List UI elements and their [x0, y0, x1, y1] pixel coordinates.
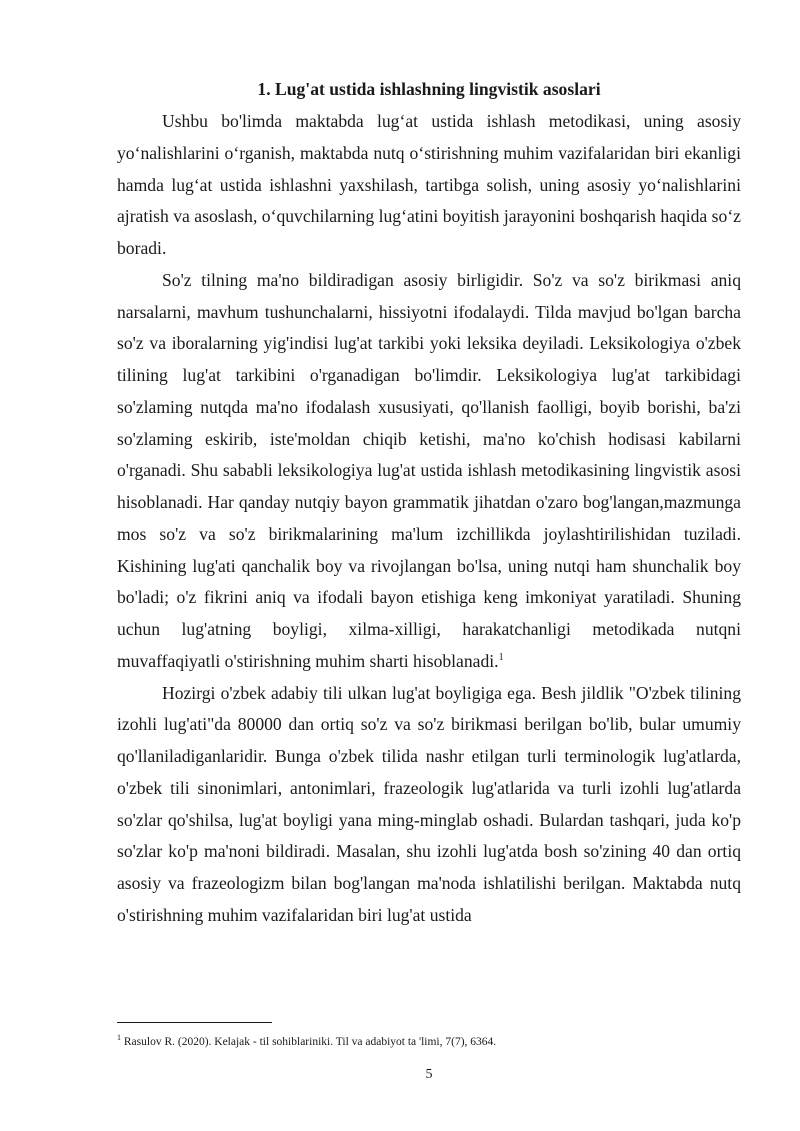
footnote-number: 1 [117, 1033, 121, 1043]
paragraph-1-text: Ushbu bo'limda maktabda lug‘at ustida ishlash metodikasi, uning asosiy yo‘nalishlarini o‘rganish, maktabda nutq o‘stirishning muhim vazifalaridan biri ekanligi hamda lug‘at ustida ishlashni yaxshilash, tartibga solish, uning asosiy yo‘nalishlarini ajratish va asoslash, o‘quvchilarning lug‘atini boyitish jarayonini boshqarish haqida so‘z boradi. [117, 111, 741, 258]
footnote-reference[interactable]: 1 [498, 651, 504, 663]
section-heading: 1. Lug'at ustida ishlashning lingvistik asoslari [257, 79, 601, 99]
paragraph-3-text: Hozirgi o'zbek adabiy tili ulkan lug'at boyligiga ega. Besh jildlik "O'zbek tilining izohli lug'ati"da 80000 dan ortiq so'z va so'z birikmasi berilgan bo'lib, bular umumiy qo'llaniladiganlaridir. Bunga o'zbek tilida nashr etilgan turli terminologik lug'atlarda, o'zbek tili sinonimlari, antonimlari, frazeologik lug'atlarida va turli izohli lug'atlarda so'zlar qo'shilsa, lug'at boyligi yana ming-minglab oshadi. Bulardan tashqari, juda ko'p so'zlar ko'p ma'noni bildiradi. Masalan, shu izohli lug'atda bosh so'zining 40 dan ortiq asosiy va frazeologizm bilan bog'langan ma'noda ishlatilishi berilgan. Maktabda nutq o'stirishning muhim vazifalaridan biri lug'at ustida [117, 682, 741, 925]
paragraph-2 [117, 265, 741, 678]
footnote-text: Rasulov R. (2020). Kelajak - til sohiblariniki. Til va adabiyot ta 'limi, 7(7), 6364. [121, 1036, 497, 1048]
paragraph-3 [117, 678, 741, 932]
paragraph-2-text: So'z tilning ma'no bildiradigan asosiy birligidir. So'z va so'z birikmasi aniq narsalarni, mavhum tushunchalarni, hissiyotni ifodalaydi. Tilda mavjud bo'lgan barcha so'z va iboralarning yig'indisi lug'at tarkibi yoki leksika deyiladi. Leksikologiya o'zbek tilining lug'at tarkibini o'rganadigan bo'limdir. Leksikologiya lug'at tarkibidagi so'zlaming nutqda ma'no ifodalash xususiyati, qo'llanish faolligi, boyib borishi, ba'zi so'zlaming eskirib, iste'moldan chiqib ketishi, ma'no ko'chish hodisasi kabilarni o'rganadi. Shu sababli leksikologiya lug'at ustida ishlash metodikasining lingvistik asosi hisoblanadi. Har qanday nutqiy bayon grammatik jihatdan o'zaro bog'langan,mazmunga mos so'z va so'z birikmalarining ma'lum izchillikda joylashtirilishidan tuziladi. Kishining lug'ati qanchalik boy va rivojlangan bo'lsa, uning nutqi ham shunchalik boy bo'ladi; o'z fikrini aniq va ifodali bayon etishiga keng imkoniyat yaratiladi. Shuning uchun lug'atning boyligi, xilma-xilligi, harakatchanligi metodikada nutqni muvaffaqiyatli o'stirishning muhim sharti hisoblanadi. [117, 269, 741, 671]
footnote-divider [117, 1022, 272, 1023]
page-body [117, 78, 741, 932]
paragraph-1 [117, 106, 741, 265]
footnote [117, 1034, 741, 1050]
page-number: 5 [425, 1067, 433, 1082]
